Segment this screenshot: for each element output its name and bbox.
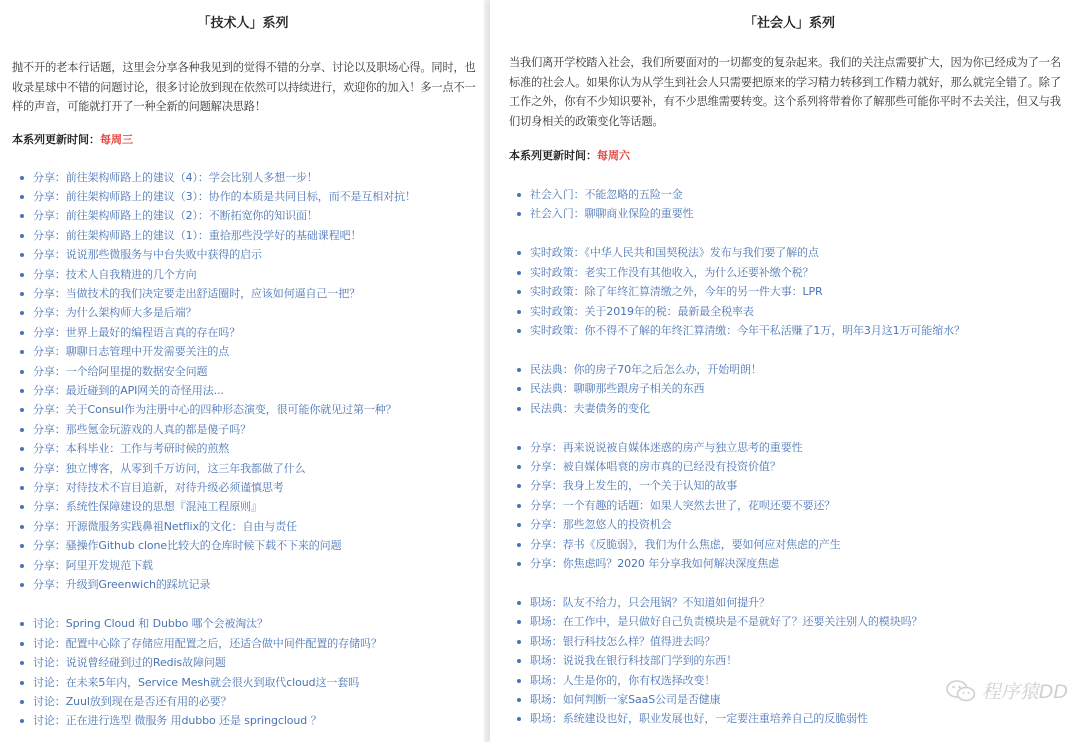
article-link[interactable]: 分享：为什么架构师大多是后端？ bbox=[12, 303, 484, 322]
article-group bbox=[509, 593, 1070, 729]
article-link[interactable]: 实时政策：《中华人民共和国契税法》发布与我们要了解的点 bbox=[509, 243, 1070, 262]
article-link[interactable]: 分享：说说那些微服务与中台失败中获得的启示 bbox=[12, 245, 484, 264]
article-link[interactable]: 讨论：说说曾经碰到过的Redis故障问题 bbox=[12, 653, 484, 672]
article-link[interactable]: 民法典：聊聊那些跟房子相关的东西 bbox=[509, 379, 1070, 398]
article-groups bbox=[12, 168, 484, 731]
article-group bbox=[12, 168, 484, 595]
article-link[interactable]: 分享：升级到Greenwich的踩坑记录 bbox=[12, 575, 484, 594]
article-link[interactable]: 分享：我身上发生的，一个关于认知的故事 bbox=[509, 476, 1070, 495]
article-link[interactable]: 职场：银行科技怎么样？值得进去吗？ bbox=[509, 632, 1070, 651]
article-link[interactable]: 分享：当做技术的我们决定要走出舒适圈时，应该如何逼自己一把？ bbox=[12, 284, 484, 303]
left-page bbox=[0, 0, 484, 742]
article-link[interactable]: 分享：一个有趣的话题：如果人突然去世了，花呗还要不要还？ bbox=[509, 496, 1070, 515]
update-day: 每周三 bbox=[100, 132, 133, 146]
update-day: 每周六 bbox=[597, 149, 630, 162]
article-link[interactable]: 实时政策：你不得不了解的年终汇算清缴：今年干私活赚了1万，明年3月这1万可能缩水？ bbox=[509, 321, 1070, 340]
article-group bbox=[509, 185, 1070, 224]
article-link[interactable]: 民法典：你的房子70年之后怎么办，开始明朗！ bbox=[509, 360, 1070, 379]
article-link[interactable]: 分享：前往架构师路上的建议（2）：不断拓宽你的知识面！ bbox=[12, 206, 484, 225]
article-link[interactable]: 分享：系统性保障建设的思想『混沌工程原则』 bbox=[12, 497, 484, 516]
article-link[interactable]: 职场：说说我在银行科技部门学到的东西！ bbox=[509, 651, 1070, 670]
article-link[interactable]: 分享：独立博客，从零到千万访问，这三年我都做了什么 bbox=[12, 459, 484, 478]
series-intro: 当我们离开学校踏入社会，我们所要面对的一切都变的复杂起来。我们的关注点需要扩大，因为你已经成为了一名标准的社会人。如果你认为从学生到社会人只需要把原来的学习精力转移到工作精力就好，那么就完全错了。除了工作之外，你有不少知识要补，有不少思维需要转变。这个系列将带着你了解那些可能你平时不去关注，但又与我们切身相关的政策变化等话题。 bbox=[509, 56, 1061, 128]
article-link[interactable]: 分享：骚操作Github clone比较大的仓库时候下载不下来的问题 bbox=[12, 536, 484, 555]
update-label: 本系列更新时间： bbox=[12, 132, 100, 146]
page-title: 「技术人」系列 bbox=[197, 16, 289, 31]
article-link[interactable]: 职场：队友不给力，只会甩锅？不知道如何提升？ bbox=[509, 593, 1070, 612]
article-link[interactable]: 民法典：夫妻债务的变化 bbox=[509, 399, 1070, 418]
article-link[interactable]: 职场：系统建设也好，职业发展也好，一定要注重培养自己的反脆弱性 bbox=[509, 709, 1070, 728]
update-label: 本系列更新时间： bbox=[509, 149, 597, 162]
series-intro: 抛不开的老本行话题，这里会分享各种我见到的觉得不错的分享、讨论以及职场心得。同时，也收录星球中不错的问题讨论，很多讨论放到现在依然可以持续进行，欢迎你的加入！多一点不一样的声音，可能就打开了一种全新的问题解决思路！ bbox=[12, 61, 476, 113]
article-link[interactable]: 实时政策：老实工作没有其他收入，为什么还要补缴个税？ bbox=[509, 263, 1070, 282]
article-link[interactable]: 分享：前往架构师路上的建议（3）：协作的本质是共同目标，而不是互相对抗！ bbox=[12, 187, 484, 206]
article-groups bbox=[509, 185, 1070, 729]
update-schedule bbox=[12, 131, 484, 149]
article-link[interactable]: 分享：聊聊日志管理中开发需要关注的点 bbox=[12, 342, 484, 361]
article-link[interactable]: 分享：一个给阿里提的数据安全问题 bbox=[12, 362, 484, 381]
article-link[interactable]: 分享：荐书《反脆弱》，我们为什么焦虑，要如何应对焦虑的产生 bbox=[509, 535, 1070, 554]
update-schedule bbox=[509, 147, 1070, 165]
article-link[interactable]: 分享：前往架构师路上的建议（1）：重拾那些没学好的基础课程吧！ bbox=[12, 226, 484, 245]
article-link[interactable]: 分享：那些忽悠人的投资机会 bbox=[509, 515, 1070, 534]
article-link[interactable]: 分享：世界上最好的编程语言真的存在吗？ bbox=[12, 323, 484, 342]
article-link[interactable]: 讨论：Zuul放到现在是否还有用的必要？ bbox=[12, 692, 484, 711]
article-link[interactable]: 职场：如何判断一家SaaS公司是否健康 bbox=[509, 690, 1070, 709]
article-link[interactable]: 分享：被自媒体唱衰的房市真的已经没有投资价值？ bbox=[509, 457, 1070, 476]
watermark-text: 程序猿DD bbox=[981, 681, 1068, 703]
article-group bbox=[509, 360, 1070, 418]
article-link[interactable]: 分享：前往架构师路上的建议（4）：学会比别人多想一步！ bbox=[12, 168, 484, 187]
article-link[interactable]: 讨论：Spring Cloud 和 Dubbo 哪个会被淘汰？ bbox=[12, 614, 484, 633]
article-group bbox=[509, 438, 1070, 574]
article-link[interactable]: 分享：再来说说被自媒体迷惑的房产与独立思考的重要性 bbox=[509, 438, 1070, 457]
article-link[interactable]: 讨论：正在进行选型 微服务 用dubbo 还是 springcloud ？ bbox=[12, 711, 484, 730]
article-link[interactable]: 分享：本科毕业：工作与考研时候的煎熬 bbox=[12, 439, 484, 458]
right-page bbox=[490, 0, 1080, 742]
article-link[interactable]: 分享：那些氪金玩游戏的人真的都是傻子吗？ bbox=[12, 420, 484, 439]
article-link[interactable]: 社会入门：不能忽略的五险一金 bbox=[509, 185, 1070, 204]
article-link[interactable]: 分享：对待技术不盲目追新，对待升级必须谨慎思考 bbox=[12, 478, 484, 497]
article-link[interactable]: 分享：最近碰到的API网关的奇怪用法... bbox=[12, 381, 484, 400]
watermark bbox=[946, 677, 1068, 704]
article-link[interactable]: 分享：技术人自我精进的几个方向 bbox=[12, 265, 484, 284]
page-title: 「社会人」系列 bbox=[743, 16, 835, 31]
article-link[interactable]: 讨论：配置中心除了存储应用配置之后，还适合做中间件配置的存储吗？ bbox=[12, 634, 484, 653]
article-group bbox=[509, 243, 1070, 340]
article-link[interactable]: 分享：阿里开发规范下载 bbox=[12, 556, 484, 575]
article-link[interactable]: 分享：关于Consul作为注册中心的四种形态演变，很可能你就见过第一种？ bbox=[12, 400, 484, 419]
article-link[interactable]: 实时政策：关于2019年的税：最新最全税率表 bbox=[509, 302, 1070, 321]
article-link[interactable]: 分享：开源微服务实践鼻祖Netflix的文化：自由与责任 bbox=[12, 517, 484, 536]
article-link[interactable]: 社会入门：聊聊商业保险的重要性 bbox=[509, 204, 1070, 223]
article-link[interactable]: 实时政策：除了年终汇算清缴之外，今年的另一件大事：LPR bbox=[509, 282, 1070, 301]
article-group bbox=[12, 614, 484, 730]
article-link[interactable]: 职场：在工作中，是只做好自己负责模块是不是就好了？还要关注别人的模块吗？ bbox=[509, 612, 1070, 631]
article-link[interactable]: 职场：人生是你的，你有权选择改变！ bbox=[509, 671, 1070, 690]
article-link[interactable]: 分享：你焦虑吗？2020 年分享我如何解决深度焦虑 bbox=[509, 554, 1070, 573]
article-link[interactable]: 讨论：在未来5年内，Service Mesh就会很火到取代cloud这一套吗 bbox=[12, 673, 484, 692]
wechat-icon bbox=[946, 679, 976, 703]
